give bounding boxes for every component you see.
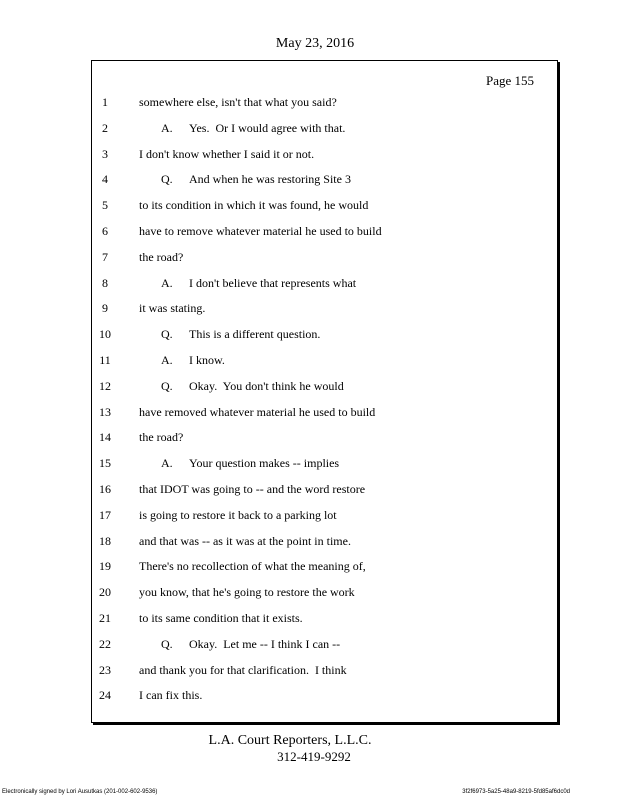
line-text — [139, 482, 365, 497]
line-text — [139, 405, 375, 420]
testimony-text: There's no recollection of what the meaning of, — [139, 559, 366, 574]
testimony-text: Yes. Or I would agree with that. — [189, 120, 346, 135]
testimony-text: And when he was restoring Site 3 — [189, 172, 351, 187]
line-number: 6 — [102, 224, 108, 238]
line-text — [161, 353, 225, 368]
line-text — [161, 637, 340, 652]
line-text — [161, 379, 344, 394]
line-text — [139, 301, 205, 316]
line-number: 21 — [99, 611, 111, 625]
line-number: 10 — [99, 327, 111, 342]
line-text — [139, 663, 347, 678]
line-number: 20 — [99, 585, 111, 600]
transcript-date: May 23, 2016 — [275, 36, 355, 51]
testimony-text: have to remove whatever material he used to build — [139, 224, 382, 238]
line-number: 7 — [102, 249, 108, 264]
line-number: 1 — [102, 95, 108, 109]
line-number: 8 — [102, 275, 108, 290]
line-text — [139, 534, 351, 549]
line-number: 15 — [99, 456, 111, 471]
line-text — [161, 172, 351, 187]
line-number: 5 — [102, 198, 108, 213]
testimony-text: I don't believe that represents what — [189, 275, 357, 290]
testimony-text: Okay. Let me -- I think I can -- — [189, 636, 341, 651]
testimony-text: to its same condition that it exists. — [139, 611, 303, 625]
line-text — [139, 250, 183, 265]
testimony-text: I don't know whether I said it or not. — [139, 146, 315, 161]
line-number: 18 — [99, 533, 111, 548]
line-number: 17 — [99, 507, 111, 522]
line-text — [139, 95, 337, 110]
line-text — [139, 430, 183, 445]
line-number: 22 — [99, 636, 111, 651]
line-text — [139, 147, 314, 162]
document-hash: 3f2f6973-5a25-48a9-8219-5fd85af6dc0d — [462, 789, 570, 795]
testimony-text: it was stating. — [139, 301, 206, 316]
speaker-label: A. — [161, 456, 173, 471]
reporter-phone: 312-419-9292 — [277, 749, 351, 764]
line-number: 19 — [99, 559, 111, 574]
line-number: 3 — [102, 146, 108, 161]
line-text — [139, 224, 382, 239]
speaker-label: Q. — [161, 327, 173, 342]
testimony-text: Your question makes -- implies — [189, 456, 340, 471]
speaker-label: Q. — [161, 378, 173, 393]
testimony-text: to its condition in which it was found, he would — [139, 198, 369, 213]
line-number: 4 — [102, 172, 108, 187]
testimony-text: Okay. You don't think he would — [189, 378, 344, 393]
reporter-company: L.A. Court Reporters, L.L.C. — [208, 733, 372, 748]
testimony-text: This is a different question. — [189, 327, 321, 342]
line-text — [139, 585, 355, 600]
line-number: 16 — [99, 482, 111, 496]
line-number: 2 — [102, 120, 108, 135]
speaker-label: Q. — [161, 636, 173, 651]
line-text — [139, 688, 202, 703]
testimony-text: I can fix this. — [139, 688, 203, 703]
line-text — [139, 508, 337, 523]
speaker-label: A. — [161, 120, 173, 135]
testimony-text: is going to restore it back to a parking lot — [139, 507, 337, 522]
line-number: 23 — [99, 662, 111, 677]
line-text — [161, 327, 320, 342]
speaker-label: A. — [161, 353, 173, 367]
testimony-text: I know. — [189, 353, 225, 367]
line-number: 14 — [99, 430, 111, 445]
line-number: 9 — [102, 301, 108, 316]
page-number: Page 155 — [485, 73, 534, 88]
line-text — [139, 198, 368, 213]
testimony-text: you know, that he's going to restore the work — [139, 585, 355, 600]
testimony-text: somewhere else, isn't that what you said? — [139, 95, 337, 109]
line-number: 11 — [99, 353, 111, 367]
testimony-text: that IDOT was going to -- and the word restore — [139, 482, 366, 496]
testimony-text: the road? — [139, 430, 184, 445]
testimony-text: have removed whatever material he used to build — [139, 404, 376, 419]
line-text — [161, 456, 339, 471]
line-text — [139, 559, 366, 574]
electronic-signature: Electronically signed by Lori Ausutkas (201-002-602-9536) — [2, 789, 158, 795]
line-number: 24 — [99, 688, 111, 703]
speaker-label: Q. — [161, 172, 173, 187]
testimony-text: and thank you for that clarification. I think — [139, 662, 347, 677]
line-number: 12 — [99, 378, 111, 393]
line-text — [139, 611, 303, 626]
testimony-text: the road? — [139, 249, 184, 264]
testimony-text: and that was -- as it was at the point in time. — [139, 533, 351, 548]
line-text — [161, 121, 345, 136]
line-text — [161, 276, 356, 291]
line-number: 13 — [99, 404, 111, 419]
speaker-label: A. — [161, 275, 173, 290]
